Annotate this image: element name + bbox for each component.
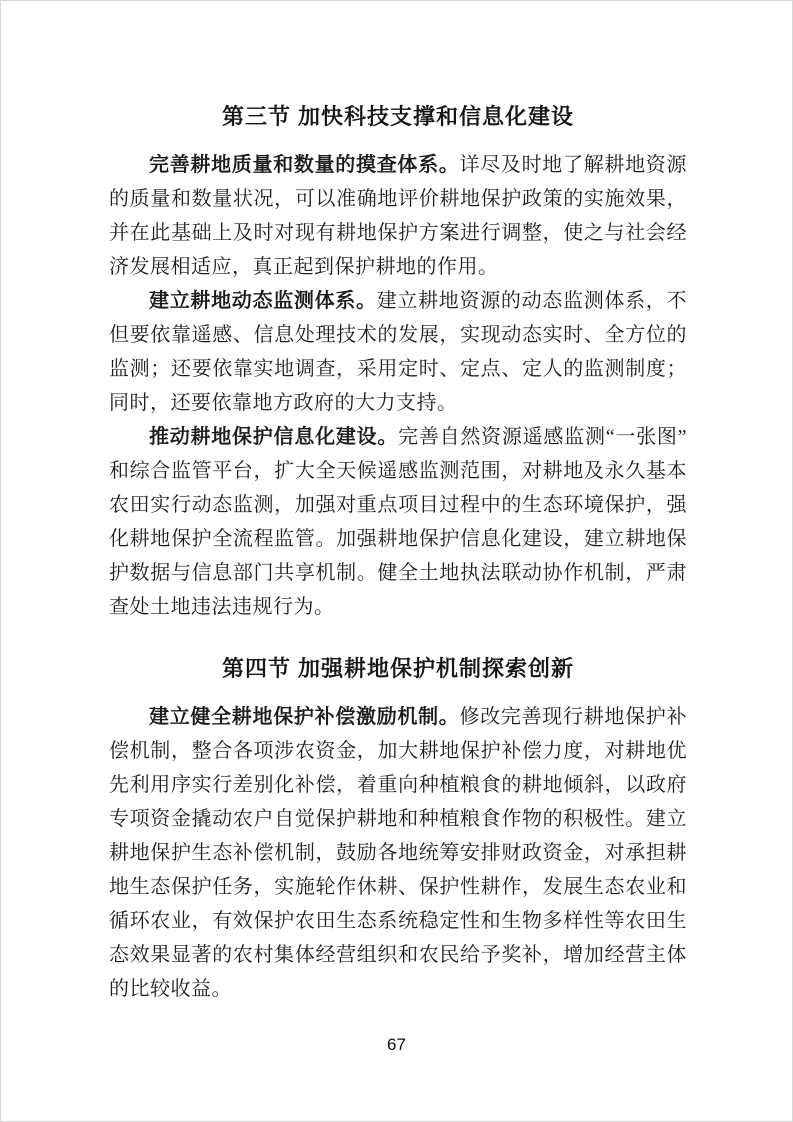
paragraph-lead: 建立健全耕地保护补偿激励机制。 — [149, 706, 460, 728]
page-number: 67 — [387, 1035, 406, 1054]
page-content — [109, 102, 687, 1006]
paragraph — [109, 420, 687, 624]
paragraph — [109, 284, 687, 420]
section-3-heading: 第三节 加快科技支撑和信息化建设 — [221, 104, 575, 129]
paragraph-body: 完善自然资源遥感监测“一张图”和综合监管平台，扩大全天候遥感监测范围，对耕地及永久基本农田实行动态监测，加强对重点项目过程中的生态环境保护，强化耕地保护全流程监管。加强耕地保护信息化建设，建立耕地保护数据与信息部门共享机制。健全土地执法联动协作机制，严肃查处土地违法违规行为。 — [109, 426, 687, 618]
paragraph-lead: 完善耕地质量和数量的摸查体系。 — [149, 154, 460, 176]
section-4-heading: 第四节 加强耕地保护机制探索创新 — [221, 656, 575, 681]
paragraph-lead: 建立耕地动态监测体系。 — [149, 290, 377, 312]
paragraph-body: 建立耕地资源的动态监测体系，不但要依靠遥感、信息处理技术的发展，实现动态实时、全方位的监测；还要依靠实地调查，采用定时、定点、定人的监测制度；同时，还要依靠地方政府的大力支持。 — [109, 290, 688, 414]
paragraph-lead: 推动耕地保护信息化建设。 — [149, 426, 399, 448]
paragraph — [109, 700, 687, 1006]
paragraph-body: 详尽及时地了解耕地资源的质量和数量状况，可以准确地评价耕地保护政策的实施效果，并在此基础上及时对现有耕地保护方案进行调整，使之与社会经济发展相适应，真正起到保护耕地的作用。 — [109, 154, 687, 278]
paragraph-body: 修改完善现行耕地保护补偿机制，整合各项涉农资金，加大耕地保护补偿力度，对耕地优先利用序实行差别化补偿，着重向种植粮食的耕地倾斜，以政府专项资金撬动农户自觉保护耕地和种植粮食作物的积极性。建立耕地保护生态补偿机制，鼓励各地统筹安排财政资金，对承担耕地生态保护任务，实施轮作休耕、保护性耕作，发展生态农业和循环农业，有效保护农田生态系统稳定性和生物多样性等农田生态效果显著的农村集体经营组织和农民给予奖补，增加经营主体的比较收益。 — [109, 706, 687, 1000]
paragraph — [109, 148, 687, 284]
